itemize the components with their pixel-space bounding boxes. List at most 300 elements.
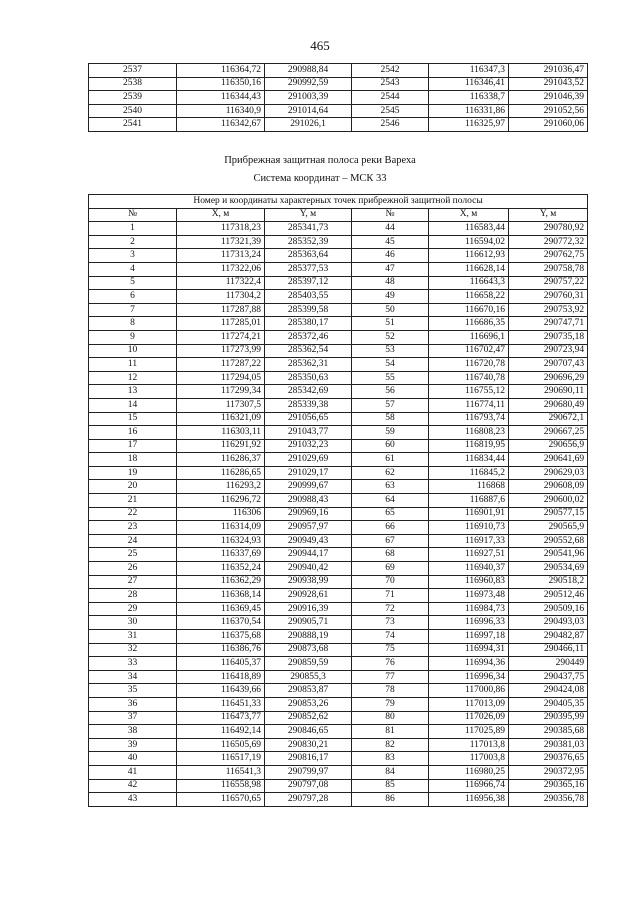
table-cell: 64 — [352, 494, 429, 508]
table-cell: 2537 — [89, 64, 177, 78]
table-cell: 290853,26 — [265, 697, 352, 711]
table-cell: 116352,24 — [177, 562, 265, 576]
table-row — [89, 684, 588, 698]
table-cell: 291043,77 — [265, 426, 352, 440]
table-cell: 74 — [352, 630, 429, 644]
table-cell: 116303,11 — [177, 426, 265, 440]
table-cell: 290680,49 — [509, 398, 588, 412]
table-cell: 116917,33 — [429, 534, 509, 548]
table-row — [89, 630, 588, 644]
table-row — [89, 466, 588, 480]
table-cell: 116834,44 — [429, 453, 509, 467]
table-cell: 75 — [352, 643, 429, 657]
table-cell: 28 — [89, 589, 177, 603]
column-header: X, м — [429, 208, 509, 222]
table-cell: 290629,03 — [509, 466, 588, 480]
table-cell: 116337,69 — [177, 548, 265, 562]
table-cell: 19 — [89, 466, 177, 480]
table-cell: 290541,96 — [509, 548, 588, 562]
table-row — [89, 725, 588, 739]
table-cell: 290762,75 — [509, 249, 588, 263]
table-cell: 290846,65 — [265, 725, 352, 739]
table-row — [89, 589, 588, 603]
table-cell: 290385,68 — [509, 725, 588, 739]
table-cell: 72 — [352, 602, 429, 616]
table-cell: 116418,89 — [177, 670, 265, 684]
table-cell: 49 — [352, 290, 429, 304]
table-cell: 290859,59 — [265, 657, 352, 671]
table-cell: 80 — [352, 711, 429, 725]
table-cell: 117307,5 — [177, 398, 265, 412]
table-cell: 116291,92 — [177, 439, 265, 453]
table-row — [89, 480, 588, 494]
table-cell: 3 — [89, 249, 177, 263]
table-cell: 290873,68 — [265, 643, 352, 657]
table-cell: 290797,08 — [265, 779, 352, 793]
table-cell: 26 — [89, 562, 177, 576]
table-cell: 16 — [89, 426, 177, 440]
table-cell: 117025,89 — [429, 725, 509, 739]
table-cell: 117273,99 — [177, 344, 265, 358]
table-cell: 290905,71 — [265, 616, 352, 630]
table-cell: 116293,2 — [177, 480, 265, 494]
table-cell: 285342,69 — [265, 385, 352, 399]
table-cell: 116473,77 — [177, 711, 265, 725]
table-cell: 116321,09 — [177, 412, 265, 426]
table-cell: 285377,53 — [265, 262, 352, 276]
table-cell: 290381,03 — [509, 738, 588, 752]
table-cell: 116344,43 — [177, 91, 265, 105]
table-cell: 6 — [89, 290, 177, 304]
table-cell: 290852,62 — [265, 711, 352, 725]
table-cell: 116808,23 — [429, 426, 509, 440]
table-cell: 116868 — [429, 480, 509, 494]
table-cell: 21 — [89, 494, 177, 508]
table-cell: 117322,4 — [177, 276, 265, 290]
table-cell: 290707,43 — [509, 358, 588, 372]
table-row — [89, 104, 588, 118]
table-cell: 290855,3 — [265, 670, 352, 684]
table-cell: 290509,16 — [509, 602, 588, 616]
table-cell: 55 — [352, 371, 429, 385]
table-cell: 117318,23 — [177, 222, 265, 236]
table-cell: 5 — [89, 276, 177, 290]
table-cell: 116541,3 — [177, 765, 265, 779]
table-cell: 290799,97 — [265, 765, 352, 779]
table-cell: 285352,39 — [265, 235, 352, 249]
table-cell: 117287,22 — [177, 358, 265, 372]
table-row — [89, 77, 588, 91]
table-cell: 24 — [89, 534, 177, 548]
table-cell: 285362,31 — [265, 358, 352, 372]
table-cell: 33 — [89, 657, 177, 671]
table-cell: 116612,93 — [429, 249, 509, 263]
table-cell: 285341,73 — [265, 222, 352, 236]
table-cell: 9 — [89, 330, 177, 344]
table-cell: 117285,01 — [177, 317, 265, 331]
table-cell: 117304,2 — [177, 290, 265, 304]
table-cell: 290940,42 — [265, 562, 352, 576]
table-cell: 42 — [89, 779, 177, 793]
table-row — [89, 371, 588, 385]
table-cell: 290376,65 — [509, 752, 588, 766]
table-cell: 290938,99 — [265, 575, 352, 589]
table-row — [89, 317, 588, 331]
table-cell: 43 — [89, 793, 177, 807]
table-cell: 116793,74 — [429, 412, 509, 426]
table-cell: 62 — [352, 466, 429, 480]
table-cell: 116984,73 — [429, 602, 509, 616]
table-row — [89, 779, 588, 793]
table-row — [89, 303, 588, 317]
table-row — [89, 235, 588, 249]
column-header: № — [89, 208, 177, 222]
table-row — [89, 548, 588, 562]
table-row — [89, 643, 588, 657]
table-cell: 290969,16 — [265, 507, 352, 521]
table-cell: 68 — [352, 548, 429, 562]
table-cell: 116887,6 — [429, 494, 509, 508]
table-cell: 116350,16 — [177, 77, 265, 91]
table-cell: 291036,47 — [509, 64, 588, 78]
table-row — [89, 453, 588, 467]
table-cell: 290449 — [509, 657, 588, 671]
table-cell: 285399,58 — [265, 303, 352, 317]
table-cell: 290696,29 — [509, 371, 588, 385]
table-cell: 46 — [352, 249, 429, 263]
table-row — [89, 521, 588, 535]
table-cell: 290816,17 — [265, 752, 352, 766]
table-cell: 285350,63 — [265, 371, 352, 385]
table-row — [89, 657, 588, 671]
table-cell: 8 — [89, 317, 177, 331]
table-cell: 290372,95 — [509, 765, 588, 779]
column-header: Y, м — [509, 208, 588, 222]
table-cell: 22 — [89, 507, 177, 521]
table-cell: 285339,38 — [265, 398, 352, 412]
table-cell: 29 — [89, 602, 177, 616]
table-cell: 290656,9 — [509, 439, 588, 453]
table-cell: 2543 — [352, 77, 429, 91]
table-cell: 116774,11 — [429, 398, 509, 412]
table-cell: 2541 — [89, 118, 177, 132]
table-cell: 59 — [352, 426, 429, 440]
table-cell: 290757,22 — [509, 276, 588, 290]
table-row — [89, 64, 588, 78]
table-cell: 2540 — [89, 104, 177, 118]
table-cell: 285372,46 — [265, 330, 352, 344]
table-cell: 116364,72 — [177, 64, 265, 78]
table-cell: 117299,34 — [177, 385, 265, 399]
table-cell: 85 — [352, 779, 429, 793]
table-cell: 285380,17 — [265, 317, 352, 331]
table-cell: 70 — [352, 575, 429, 589]
table-cell: 116340,9 — [177, 104, 265, 118]
table-cell: 116940,37 — [429, 562, 509, 576]
table-cell: 37 — [89, 711, 177, 725]
table-row — [89, 344, 588, 358]
table-cell: 11 — [89, 358, 177, 372]
table-cell: 285362,54 — [265, 344, 352, 358]
table-cell: 290405,35 — [509, 697, 588, 711]
table-row — [89, 793, 588, 807]
table-cell: 116286,37 — [177, 453, 265, 467]
table-row — [89, 412, 588, 426]
table-cell: 290518,2 — [509, 575, 588, 589]
table-cell: 291029,17 — [265, 466, 352, 480]
table-cell: 290772,32 — [509, 235, 588, 249]
coordinate-system: Система координат – МСК 33 — [253, 173, 387, 184]
table-cell: 15 — [89, 412, 177, 426]
table-cell: 38 — [89, 725, 177, 739]
table-cell: 290988,43 — [265, 494, 352, 508]
table-cell: 116314,09 — [177, 521, 265, 535]
table-cell: 116643,3 — [429, 276, 509, 290]
table-cell: 285363,64 — [265, 249, 352, 263]
table-row — [89, 426, 588, 440]
table-cell: 116997,18 — [429, 630, 509, 644]
table-cell: 290753,92 — [509, 303, 588, 317]
column-header: Y, м — [265, 208, 352, 222]
table-cell: 2545 — [352, 104, 429, 118]
table-cell: 290641,69 — [509, 453, 588, 467]
table-row — [89, 91, 588, 105]
table-row — [89, 330, 588, 344]
table-cell: 290999,67 — [265, 480, 352, 494]
table-cell: 41 — [89, 765, 177, 779]
table-row — [89, 738, 588, 752]
table-cell: 290747,71 — [509, 317, 588, 331]
table-cell: 291056,65 — [265, 412, 352, 426]
table-row — [89, 562, 588, 576]
table-cell: 116594,02 — [429, 235, 509, 249]
table-cell: 116375,68 — [177, 630, 265, 644]
table-cell: 290437,75 — [509, 670, 588, 684]
table-cell: 116286,65 — [177, 466, 265, 480]
table-cell: 116405,37 — [177, 657, 265, 671]
table-cell: 290957,97 — [265, 521, 352, 535]
table-cell: 291026,1 — [265, 118, 352, 132]
table-cell: 54 — [352, 358, 429, 372]
table-cell: 290667,25 — [509, 426, 588, 440]
table-cell: 290552,68 — [509, 534, 588, 548]
table-cell: 116755,12 — [429, 385, 509, 399]
page-number: 465 — [310, 38, 330, 53]
table-cell: 116740,78 — [429, 371, 509, 385]
table-cell: 290565,9 — [509, 521, 588, 535]
table-cell: 290424,08 — [509, 684, 588, 698]
table-row — [89, 711, 588, 725]
column-header: X, м — [177, 208, 265, 222]
table-cell: 116346,41 — [429, 77, 509, 91]
table-cell: 31 — [89, 630, 177, 644]
table-cell: 285397,12 — [265, 276, 352, 290]
table-cell: 73 — [352, 616, 429, 630]
table-cell: 14 — [89, 398, 177, 412]
table-row — [89, 290, 588, 304]
table-cell: 117321,39 — [177, 235, 265, 249]
table-row — [89, 670, 588, 684]
table-cell: 32 — [89, 643, 177, 657]
table-cell: 117287,88 — [177, 303, 265, 317]
table-cell: 290760,31 — [509, 290, 588, 304]
table-cell: 290853,87 — [265, 684, 352, 698]
table-cell: 291052,56 — [509, 104, 588, 118]
table-cell: 48 — [352, 276, 429, 290]
table-cell: 116370,54 — [177, 616, 265, 630]
table-cell: 290944,17 — [265, 548, 352, 562]
table-row — [89, 697, 588, 711]
table-row — [89, 118, 588, 132]
table-cell: 66 — [352, 521, 429, 535]
table-cell: 116451,33 — [177, 697, 265, 711]
table-row — [89, 507, 588, 521]
table-cell: 290723,94 — [509, 344, 588, 358]
table-cell: 47 — [352, 262, 429, 276]
table-cell: 116570,65 — [177, 793, 265, 807]
table-cell: 117003,8 — [429, 752, 509, 766]
table-cell: 56 — [352, 385, 429, 399]
table-cell: 116369,45 — [177, 602, 265, 616]
table-cell: 53 — [352, 344, 429, 358]
table-cell: 58 — [352, 412, 429, 426]
table-cell: 78 — [352, 684, 429, 698]
table-cell: 290916,39 — [265, 602, 352, 616]
table-cell: 117000,86 — [429, 684, 509, 698]
table-cell: 77 — [352, 670, 429, 684]
table-cell: 290512,46 — [509, 589, 588, 603]
table-cell: 290830,21 — [265, 738, 352, 752]
table-cell: 52 — [352, 330, 429, 344]
table-cell: 2544 — [352, 91, 429, 105]
table-cell: 116628,14 — [429, 262, 509, 276]
table-cell: 290365,16 — [509, 779, 588, 793]
table-cell: 291014,64 — [265, 104, 352, 118]
table-cell: 18 — [89, 453, 177, 467]
table-cell: 117013,09 — [429, 697, 509, 711]
table-cell: 20 — [89, 480, 177, 494]
table-row — [89, 249, 588, 263]
table-cell: 116819,95 — [429, 439, 509, 453]
table-cell: 290577,15 — [509, 507, 588, 521]
table-header: Номер и координаты характерных точек прибрежной защитной полосы — [89, 195, 588, 209]
table-cell: 116658,22 — [429, 290, 509, 304]
table-cell: 117013,8 — [429, 738, 509, 752]
table-cell: 13 — [89, 385, 177, 399]
table-cell: 116996,34 — [429, 670, 509, 684]
table-cell: 290356,78 — [509, 793, 588, 807]
table-cell: 116960,83 — [429, 575, 509, 589]
table-row — [89, 276, 588, 290]
table-cell: 116670,16 — [429, 303, 509, 317]
table-cell: 34 — [89, 670, 177, 684]
table-row — [89, 534, 588, 548]
table-cell: 116362,29 — [177, 575, 265, 589]
table-cell: 69 — [352, 562, 429, 576]
table-cell: 63 — [352, 480, 429, 494]
table-cell: 116492,14 — [177, 725, 265, 739]
table-row — [89, 262, 588, 276]
table-cell: 116901,91 — [429, 507, 509, 521]
table-cell: 86 — [352, 793, 429, 807]
table-cell: 290988,84 — [265, 64, 352, 78]
table-cell: 116505,69 — [177, 738, 265, 752]
table-cell: 116583,44 — [429, 222, 509, 236]
table-cell: 291046,39 — [509, 91, 588, 105]
table-cell: 50 — [352, 303, 429, 317]
table-cell: 44 — [352, 222, 429, 236]
table-cell: 116956,38 — [429, 793, 509, 807]
table-cell: 76 — [352, 657, 429, 671]
table-cell: 60 — [352, 439, 429, 453]
table-cell: 116338,7 — [429, 91, 509, 105]
table-cell: 290534,69 — [509, 562, 588, 576]
table-cell: 290493,03 — [509, 616, 588, 630]
table-cell: 10 — [89, 344, 177, 358]
table-cell: 116386,76 — [177, 643, 265, 657]
table-cell: 290797,28 — [265, 793, 352, 807]
table-cell: 2538 — [89, 77, 177, 91]
table-cell: 83 — [352, 752, 429, 766]
table-row — [89, 602, 588, 616]
table-cell: 35 — [89, 684, 177, 698]
table-cell: 291029,69 — [265, 453, 352, 467]
table-cell: 79 — [352, 697, 429, 711]
table-cell: 2546 — [352, 118, 429, 132]
table-row — [89, 398, 588, 412]
table-cell: 291043,52 — [509, 77, 588, 91]
table-cell: 291032,23 — [265, 439, 352, 453]
table-cell: 290600,02 — [509, 494, 588, 508]
table-cell: 1 — [89, 222, 177, 236]
table-row — [89, 385, 588, 399]
table-cell: 116927,51 — [429, 548, 509, 562]
table-cell: 290758,78 — [509, 262, 588, 276]
table-cell: 291060,06 — [509, 118, 588, 132]
table-cell: 116324,93 — [177, 534, 265, 548]
table-cell: 116558,98 — [177, 779, 265, 793]
table-cell: 285403,55 — [265, 290, 352, 304]
table-cell: 116347,3 — [429, 64, 509, 78]
table-cell: 116720,78 — [429, 358, 509, 372]
table-cell: 2 — [89, 235, 177, 249]
table-cell: 116686,35 — [429, 317, 509, 331]
table-row — [89, 222, 588, 236]
table-cell: 45 — [352, 235, 429, 249]
table-cell: 116439,66 — [177, 684, 265, 698]
table-cell: 290888,19 — [265, 630, 352, 644]
table-cell: 116325,97 — [429, 118, 509, 132]
table-cell: 290608,09 — [509, 480, 588, 494]
table-cell: 30 — [89, 616, 177, 630]
table-cell: 116996,33 — [429, 616, 509, 630]
table-row — [89, 439, 588, 453]
table-cell: 290992,59 — [265, 77, 352, 91]
table-cell: 81 — [352, 725, 429, 739]
table-cell: 4 — [89, 262, 177, 276]
table-cell: 7 — [89, 303, 177, 317]
table-cell: 57 — [352, 398, 429, 412]
table-cell: 116845,2 — [429, 466, 509, 480]
zone-title: Прибрежная защитная полоса реки Вареха — [224, 155, 416, 166]
table-cell: 116910,73 — [429, 521, 509, 535]
table-cell: 290690,11 — [509, 385, 588, 399]
table-cell: 116696,1 — [429, 330, 509, 344]
table-cell: 39 — [89, 738, 177, 752]
table-cell: 290395,99 — [509, 711, 588, 725]
table-cell: 84 — [352, 765, 429, 779]
table-cell: 116296,72 — [177, 494, 265, 508]
